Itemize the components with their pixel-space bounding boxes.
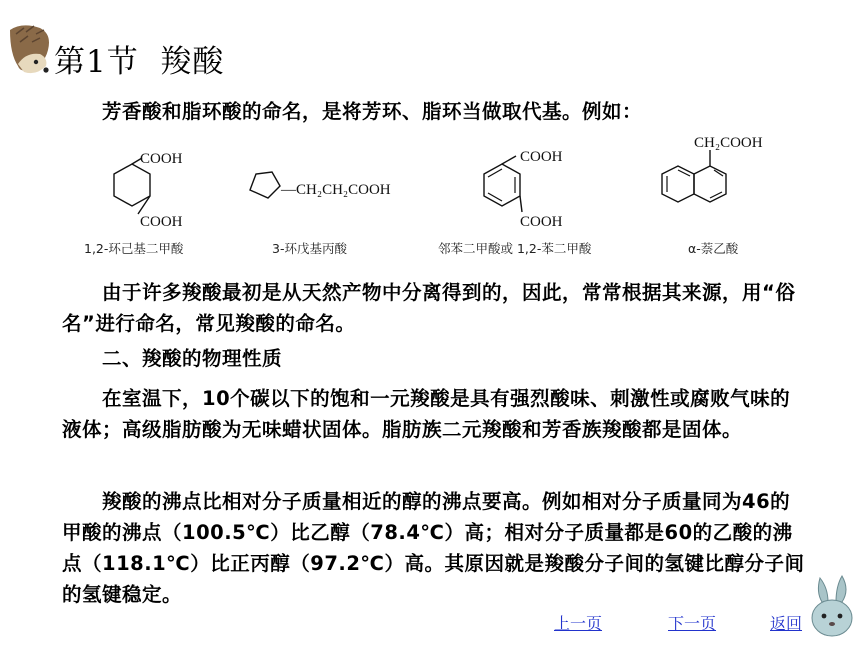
bunny-icon: [808, 574, 856, 640]
prev-page-link[interactable]: 上一页: [554, 614, 603, 633]
page-title: 第1节 羧酸: [54, 44, 225, 80]
group-bottom-label: COOH: [520, 214, 563, 230]
structure-naphthylacetic-acid: [644, 136, 784, 260]
group-top-label: CH₂COOH: [694, 136, 763, 151]
structure-cyclohexane-dicarboxylic: [84, 136, 224, 260]
next-page-link[interactable]: 下一页: [668, 614, 717, 633]
structure-caption: 1,2-环己基二甲酸: [84, 241, 184, 256]
paragraph-boiling-points: 羧酸的沸点比相对分子质量相近的醇的沸点要高。例如相对分子质量同为46的甲酸的沸点（100.5℃）比乙醇（78.4℃）高；相对分子质量都是60的乙酸的沸点（118.1℃）比正丙醇（97.2℃）高。其原因就是羧酸分子间的氢键比醇分子间的氢键稳定。: [62, 490, 805, 606]
structure-caption: 3-环戊基丙酸: [272, 241, 347, 256]
structure-cyclopentyl-propanoic: [234, 136, 414, 260]
cyclopentane-ring-diagram: [234, 136, 414, 236]
paragraph-common-names: 由于许多羧酸最初是从天然产物中分离得到的，因此，常常根据其来源，用“俗名”进行命名，常见羧酸的命名。: [62, 281, 796, 335]
group-top-label: COOH: [140, 151, 183, 167]
paragraph-states: 在室温下，10个碳以下的饱和一元羧酸是具有强烈酸味、刺激性或腐败气味的液体；高级脂肪酸为无味蜡状固体。脂肪族二元羧酸和芳香族羧酸都是固体。: [62, 387, 791, 441]
hedgehog-icon: [6, 24, 54, 76]
structure-caption: α-萘乙酸: [688, 241, 739, 256]
group-top-label: COOH: [520, 149, 563, 165]
structure-caption: 邻苯二甲酸或 1,2-苯二甲酸: [438, 241, 592, 256]
header: [0, 14, 860, 80]
side-chain-label: —CH₂CH₂COOH: [281, 182, 391, 198]
paragraph-naming: 芳香酸和脂环酸的命名，是将芳环、脂环当做取代基。例如：: [102, 100, 643, 123]
section-heading-physical-properties: 二、羧酸的物理性质: [102, 347, 283, 370]
cyclohexane-ring-diagram: [84, 136, 224, 236]
benzene-ring-diagram: [434, 136, 624, 236]
back-link[interactable]: 返回: [770, 614, 803, 633]
structure-figure: [84, 136, 784, 260]
naphthalene-ring-diagram: [644, 136, 784, 236]
structure-phthalic-acid: [434, 136, 624, 260]
group-bottom-label: COOH: [140, 214, 183, 230]
